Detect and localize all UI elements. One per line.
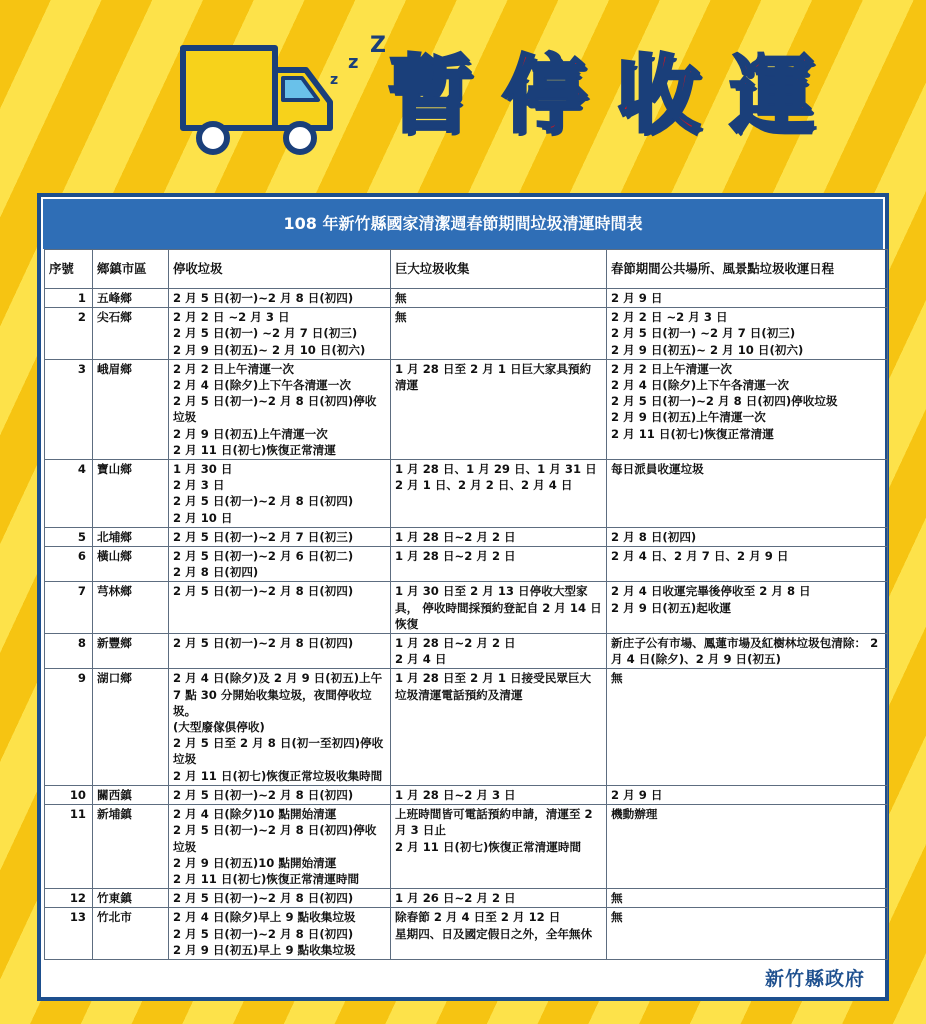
row-no: 3 (45, 359, 93, 459)
row-no: 13 (45, 908, 93, 960)
row-district: 五峰鄉 (93, 289, 169, 308)
schedule-panel (37, 193, 889, 1001)
table-row (45, 908, 888, 960)
table-row (45, 805, 888, 889)
row-no: 8 (45, 634, 93, 669)
row-bulky-waste: 無 (391, 289, 607, 308)
table-row (45, 547, 888, 582)
row-suspension: 2 月 4 日(除夕)早上 9 點收集垃圾 2 月 5 日(初一)~2 月 8 日(初四) 2 月 9 日(初五)早上 9 點收集垃圾 (169, 908, 391, 960)
row-district: 北埔鄉 (93, 527, 169, 546)
row-suspension: 2 月 2 日 ~2 月 3 日 2 月 5 日(初一) ~2 月 7 日(初三) 2 月 9 日(初五)~ 2 月 10 日(初六) (169, 308, 391, 360)
row-district: 芎林鄉 (93, 582, 169, 634)
row-bulky-waste: 1 月 26 日~2 月 2 日 (391, 889, 607, 908)
row-public-places: 2 月 9 日 (607, 289, 888, 308)
row-suspension: 2 月 5 日(初一)~2 月 7 日(初三) (169, 527, 391, 546)
row-suspension: 1 月 30 日 2 月 3 日 2 月 5 日(初一)~2 月 8 日(初四) 2 月 10 日 (169, 460, 391, 528)
row-no: 12 (45, 889, 93, 908)
col-header-district: 鄉鎮市區 (93, 250, 169, 289)
row-district: 峨眉鄉 (93, 359, 169, 459)
row-public-places: 2 月 8 日(初四) (607, 527, 888, 546)
row-suspension: 2 月 5 日(初一)~2 月 8 日(初四) (169, 582, 391, 634)
row-no: 4 (45, 460, 93, 528)
truck-icon (178, 40, 338, 160)
row-suspension: 2 月 5 日(初一)~2 月 6 日(初二) 2 月 8 日(初四) (169, 547, 391, 582)
row-suspension: 2 月 2 日上午清運一次 2 月 4 日(除夕)上下午各清運一次 2 月 5 日(初一)~2 月 8 日(初四)停收垃圾 2 月 9 日(初五)上午清運一次 2 月 11 日(初七)恢復正常清運 (169, 359, 391, 459)
row-bulky-waste: 上班時間皆可電話預約申請，清運至 2 月 3 日止 2 月 11 日(初七)恢復正常清運時間 (391, 805, 607, 889)
row-district: 橫山鄉 (93, 547, 169, 582)
row-no: 10 (45, 785, 93, 804)
row-public-places: 無 (607, 889, 888, 908)
row-bulky-waste: 1 月 28 日~2 月 2 日 (391, 527, 607, 546)
row-district: 竹北市 (93, 908, 169, 960)
row-public-places: 每日派員收運垃圾 (607, 460, 888, 528)
col-header-bulky-waste: 巨大垃圾收集 (391, 250, 607, 289)
row-public-places: 2 月 2 日上午清運一次 2 月 4 日(除夕)上下午各清運一次 2 月 5 日(初一)~2 月 8 日(初四)停收垃圾 2 月 9 日(初五)上午清運一次 2 月 11 日(初七)恢復正常清運 (607, 359, 888, 459)
table-row (45, 308, 888, 360)
table-header-row (45, 250, 888, 289)
row-district: 新豐鄉 (93, 634, 169, 669)
col-header-no: 序號 (45, 250, 93, 289)
schedule-table (44, 249, 888, 960)
row-public-places: 2 月 4 日收運完畢後停收至 2 月 8 日 2 月 9 日(初五)起收運 (607, 582, 888, 634)
table-row (45, 582, 888, 634)
row-bulky-waste: 1 月 28 日~2 月 2 日 (391, 547, 607, 582)
header (0, 0, 926, 190)
row-no: 6 (45, 547, 93, 582)
row-public-places: 無 (607, 908, 888, 960)
issuer-label: 新竹縣政府 (764, 968, 865, 990)
row-suspension: 2 月 4 日(除夕)及 2 月 9 日(初五)上午 7 點 30 分開始收集垃圾，夜間停收垃圾。 (大型廢傢俱停收) 2 月 5 日至 2 月 8 日(初一至初四)停收垃圾 2 月 11 日(初七)恢復正常垃圾收集時間 (169, 669, 391, 785)
row-bulky-waste: 1 月 28 日至 2 月 1 日接受民眾巨大垃圾清運電話預約及清運 (391, 669, 607, 785)
table-row (45, 785, 888, 804)
row-district: 湖口鄉 (93, 669, 169, 785)
svg-text:z: z (348, 52, 359, 73)
row-district: 尖石鄉 (93, 308, 169, 360)
row-public-places: 無 (607, 669, 888, 785)
table-caption: 108 年新竹縣國家清潔週春節期間垃圾清運時間表 (43, 199, 883, 249)
row-district: 新埔鎮 (93, 805, 169, 889)
col-header-suspension: 停收垃圾 (169, 250, 391, 289)
row-no: 1 (45, 289, 93, 308)
row-suspension: 2 月 5 日(初一)~2 月 8 日(初四) (169, 634, 391, 669)
row-bulky-waste: 1 月 28 日至 2 月 1 日巨大家具預約清運 (391, 359, 607, 459)
table-row (45, 527, 888, 546)
table-row (45, 289, 888, 308)
row-no: 5 (45, 527, 93, 546)
row-district: 竹東鎮 (93, 889, 169, 908)
row-public-places: 2 月 9 日 (607, 785, 888, 804)
row-suspension: 2 月 5 日(初一)~2 月 8 日(初四) (169, 289, 391, 308)
row-no: 11 (45, 805, 93, 889)
row-public-places: 2 月 4 日、2 月 7 日、2 月 9 日 (607, 547, 888, 582)
row-no: 7 (45, 582, 93, 634)
row-public-places: 新庄子公有市場、鳳蓮市場及紅樹林垃圾包清除： 2 月 4 日(除夕)、2 月 9 日(初五) (607, 634, 888, 669)
row-bulky-waste: 1 月 28 日、1 月 29 日、1 月 31 日 2 月 1 日、2 月 2 日、2 月 4 日 (391, 460, 607, 528)
row-suspension: 2 月 4 日(除夕)10 點開始清運 2 月 5 日(初一)~2 月 8 日(初四)停收垃圾 2 月 9 日(初五)10 點開始清運 2 月 11 日(初七)恢復正常清運時間 (169, 805, 391, 889)
row-bulky-waste: 1 月 30 日至 2 月 13 日停收大型家具， 停收時間採預約登記自 2 月 14 日恢復 (391, 582, 607, 634)
col-header-public-places: 春節期間公共場所、風景點垃圾收運日程 (607, 250, 888, 289)
row-public-places: 機動辦理 (607, 805, 888, 889)
row-district: 寶山鄉 (93, 460, 169, 528)
row-bulky-waste: 無 (391, 308, 607, 360)
row-no: 9 (45, 669, 93, 785)
table-row (45, 669, 888, 785)
row-suspension: 2 月 5 日(初一)~2 月 8 日(初四) (169, 785, 391, 804)
row-bulky-waste: 1 月 28 日~2 月 3 日 (391, 785, 607, 804)
table-row (45, 359, 888, 459)
svg-text:z: z (330, 72, 339, 88)
svg-text:Z: Z (370, 33, 386, 58)
table-row (45, 889, 888, 908)
row-no: 2 (45, 308, 93, 360)
row-suspension: 2 月 5 日(初一)~2 月 8 日(初四) (169, 889, 391, 908)
row-public-places: 2 月 2 日 ~2 月 3 日 2 月 5 日(初一) ~2 月 7 日(初三) 2 月 9 日(初五)~ 2 月 10 日(初六) (607, 308, 888, 360)
row-bulky-waste: 除春節 2 月 4 日至 2 月 12 日 星期四、日及國定假日之外，全年無休 (391, 908, 607, 960)
page-title: 暫停收運 (388, 46, 845, 144)
row-bulky-waste: 1 月 28 日~2 月 2 日 2 月 4 日 (391, 634, 607, 669)
table-row (45, 634, 888, 669)
table-row (45, 460, 888, 528)
row-district: 關西鎮 (93, 785, 169, 804)
